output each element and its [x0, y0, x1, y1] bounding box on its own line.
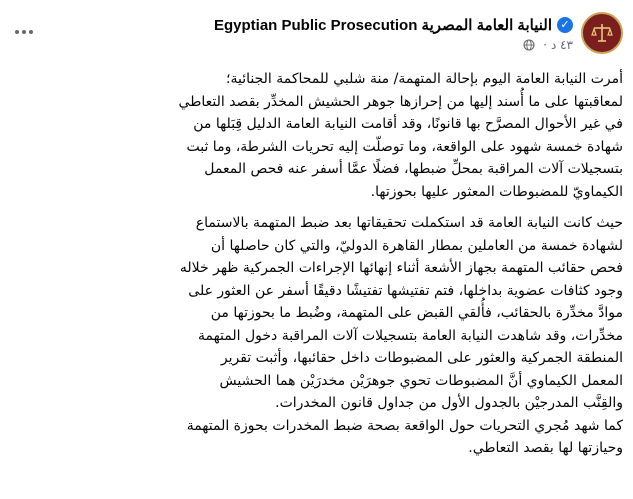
post-timestamp[interactable]: ٤٣ د — [550, 38, 573, 52]
post-meta: ٤٣ د · — [523, 38, 573, 52]
globe-icon[interactable] — [523, 39, 535, 51]
post-paragraph-1: أمرت النيابة العامة اليوم بإحالة المتهمة/ منة شلبي للمحاكمة الجنائية؛ لمعاقبتها على ما أُسند إليها من إحرازها جوهر الحشيش المخدِّر بقصد التعاطي في غير الأحوال المصرَّح بها قانونًا، وقد أقامت النيابة العامة الدليل قِبَلها من شهادة خمسة شهود على الواقعة، وما توصلّت إليه تحريات الشرطة، وما ثبت بتسجيلات آلات المراقبة بمحلِّ ضبطها، فضلًا عمَّا أسفر عنه فحص المعمل الكيماويّ للمضبوطات المعثور عليها بحوزتها. — [178, 71, 623, 200]
post-body — [11, 68, 623, 469]
page-name[interactable]: النيابة العامة المصرية Egyptian Public Prosecution — [214, 17, 552, 34]
page-name-row — [214, 16, 573, 34]
page-avatar[interactable] — [581, 12, 623, 54]
scales-of-justice-icon — [589, 20, 615, 46]
check-badge-icon: ✓ — [557, 17, 573, 33]
post-header — [0, 10, 633, 60]
ellipsis-icon[interactable] — [8, 22, 40, 42]
post-paragraph-2: حيث كانت النيابة العامة قد استكملت تحقيقاتها بعد ضبط المتهمة بالاستماع لشهادة خمسة من العاملين بمطار القاهرة الدوليّ، والتي كان حاصلها أن فحص حقائب المتهمة بجهاز الأشعة أثناء إنهائها الإجراءات الجمركية ظهر خلاله وجود كثافات عضوية بداخلها، فتم تفتيشها تفتيشًا دقيقًا أسفر عن العثور على موادَّ مخدِّرة بالحقائب، فأُلقي القبض على المتهمة، وضُبط ما بحوزتها من مخدِّرات، وقد شاهدت النيابة العامة بتسجيلات آلات المراقبة دخول المتهمة المنطقة الجمركية والعثور على المضبوطات داخل حقائبها، وأثبت تقرير المعمل الكيماوي أنَّ المضبوطات تحوي جوهرَيْن مخدرَيْن هما الحشيش والقِنَّب المدرجيْن بالجدول الأول من جداول قانون المخدرات. كما شهد مُجري التحريات حول الواقعة بصحة ضبط المخدرات بحوزة المتهمة وحيازتها لها بقصد التعاطي. — [179, 215, 623, 456]
